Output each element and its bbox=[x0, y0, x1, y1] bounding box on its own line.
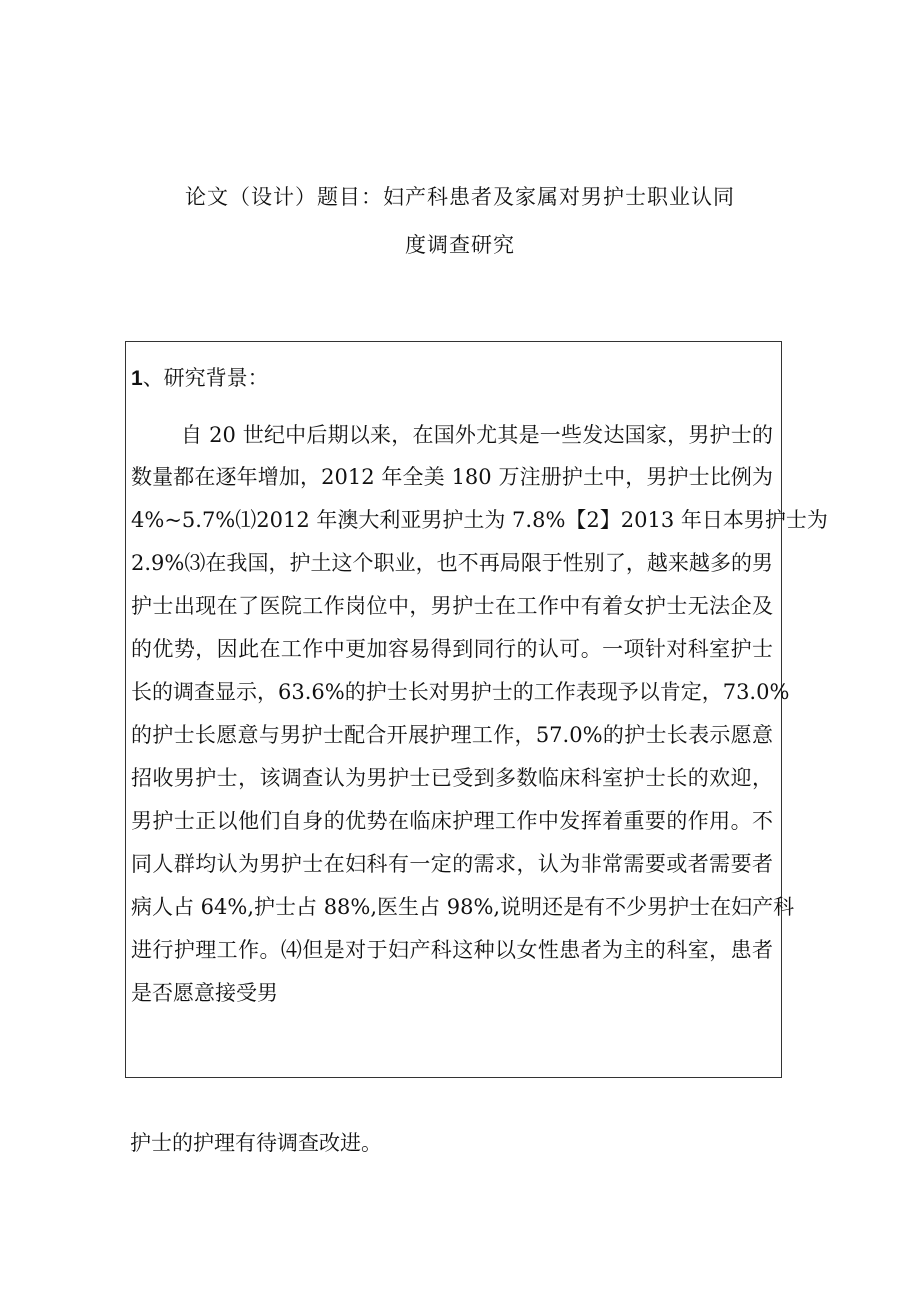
paragraph-line: 是否愿意接受男 bbox=[131, 981, 278, 1005]
section-number: 1 bbox=[131, 367, 143, 390]
paragraph-line: 进行护理工作。⑷但是对于妇产科这种以女性患者为主的科室，患者 bbox=[131, 938, 773, 962]
document-title-line-2: 度调查研究 bbox=[405, 233, 515, 257]
paragraph-line: 的护士长愿意与男护士配合开展护理工作，57.0%的护士长表示愿意 bbox=[131, 723, 773, 747]
document-title-line-1: 论文（设计）题目：妇产科患者及家属对男护士职业认同 bbox=[185, 185, 735, 209]
paragraph-line: 同人群均认为男护士在妇科有一定的需求，认为非常需要或者需要者 bbox=[131, 852, 773, 876]
section-heading bbox=[131, 362, 269, 392]
paragraph-line: 病人占 64%,护士占 88%,医生占 98%,说明还是有不少男护士在妇产科 bbox=[131, 895, 795, 919]
section-heading-text: 、研究背景： bbox=[142, 366, 269, 390]
research-background-box bbox=[125, 341, 828, 1078]
paragraph-line: 的优势，因此在工作中更加容易得到同行的认可。一项针对科室护士 bbox=[131, 637, 773, 661]
paragraph-line: 长的调查显示，63.6%的护士长对男护士的工作表现予以肯定，73.0% bbox=[131, 680, 790, 704]
paragraph-line: 招收男护士，该调查认为男护士已受到多数临床科室护士长的欢迎， bbox=[131, 766, 773, 790]
continuation-text: 护士的护理有待调查改进。 bbox=[130, 1131, 382, 1155]
paragraph-line: 男护士正以他们自身的优势在临床护理工作中发挥着重要的作用。不 bbox=[131, 809, 773, 833]
paragraph-line: 护士出现在了医院工作岗位中，男护士在工作中有着女护士无法企及 bbox=[131, 594, 773, 618]
paragraph-line: 2.9%⑶在我国，护土这个职业，也不再局限于性别了，越来越多的男 bbox=[131, 551, 773, 575]
paragraph-line: 4%~5.7%⑴2012 年澳大利亚男护土为 7.8%【2】2013 年日本男护士为 bbox=[131, 508, 828, 532]
paragraph-line: 自 20 世纪中后期以来，在国外尤其是一些发达国家，男护士的 bbox=[181, 423, 773, 447]
paragraph-line: 数量都在逐年增加，2012 年全美 180 万注册护土中，男护士比例为 bbox=[131, 465, 773, 489]
